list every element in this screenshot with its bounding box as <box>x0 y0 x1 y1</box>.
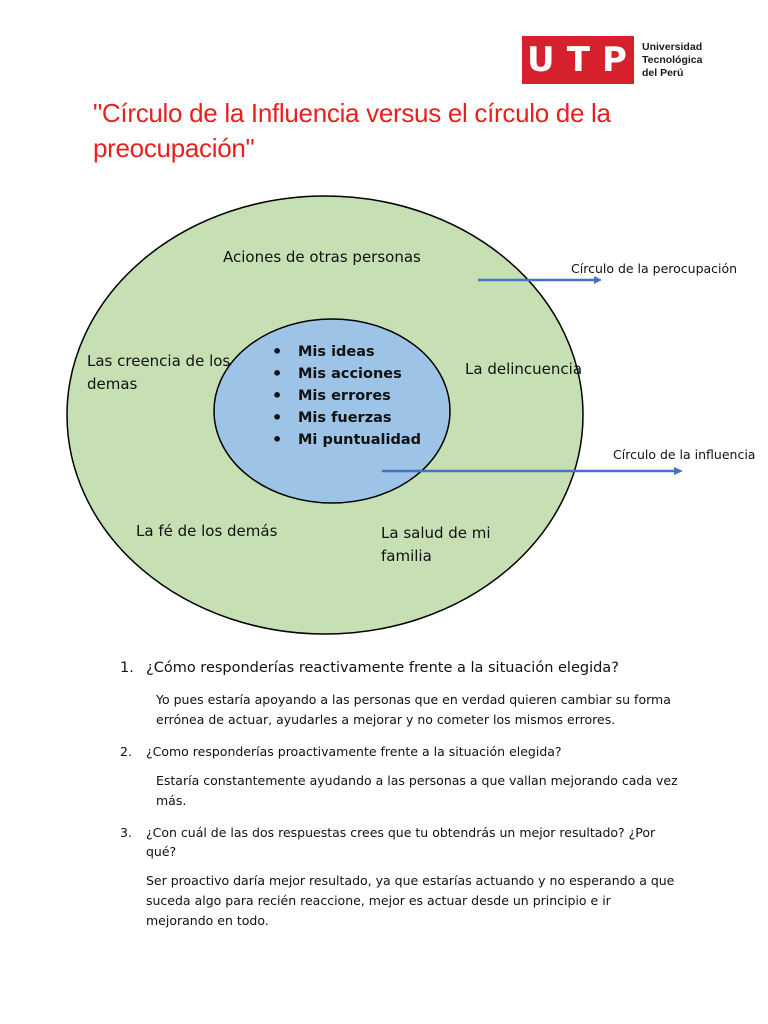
questions-section <box>120 656 680 943</box>
question-text: ¿Cómo responderías reactivamente frente a la situación elegida? <box>146 660 619 676</box>
list-item: • Mis ideas <box>272 341 421 363</box>
label-actions-others: Aciones de otras personas <box>223 248 421 266</box>
question-number: 2. <box>120 744 132 759</box>
question-text: ¿Con cuál de las dos respuestas crees que tu obtendrás un mejor resultado? ¿Por qué? <box>146 825 656 859</box>
arrow-label-influence: Círculo de la influencia <box>613 447 756 462</box>
list-item: • Mi puntualidad <box>272 429 421 451</box>
question-2 <box>120 742 680 761</box>
page-title: "Círculo de la Influencia versus el círculo de la preocupación" <box>93 98 611 163</box>
question-number: 1. <box>120 660 134 676</box>
logo-red-block <box>522 36 634 84</box>
label-beliefs-others: Las creencia de los demas <box>87 352 231 393</box>
question-text: ¿Como responderías proactivamente frente a la situación elegida? <box>146 744 562 759</box>
list-item: • Mis fuerzas <box>272 407 421 429</box>
label-family-health: La salud de mi familia <box>381 524 491 565</box>
answer-3: Ser proactivo daría mejor resultado, ya que estarías actuando y no esperando a que suceda algo para recién reaccione, mejor es actuar desde un principio e ir mejorando en todo. <box>146 873 675 928</box>
logo-letter-u: U <box>527 40 557 80</box>
question-3 <box>120 823 680 861</box>
arrow-label-concern: Círculo de la perocupación <box>571 261 738 276</box>
logo-institution-name: Universidad Tecnológica del Perú <box>642 41 703 79</box>
list-item: • Mis acciones <box>272 363 421 385</box>
list-item: • Mis errores <box>272 385 421 407</box>
label-crime: La delincuencia <box>465 360 583 378</box>
question-number: 3. <box>120 825 132 840</box>
logo-letter-p: P <box>602 40 629 80</box>
answer-1: Yo pues estaría apoyando a las personas que en verdad quieren cambiar su forma errónea de actuar, ayudarles a mejorar y no cometer los mismos errores. <box>156 692 671 727</box>
label-faith-others: La fé de los demás <box>136 522 278 540</box>
influence-list <box>272 341 421 451</box>
question-1 <box>120 656 680 680</box>
answer-2: Estaría constantemente ayudando a las personas a que vallan mejorando cada vez más. <box>156 773 678 808</box>
utp-logo <box>522 36 703 84</box>
logo-letter-t: T <box>566 40 592 80</box>
